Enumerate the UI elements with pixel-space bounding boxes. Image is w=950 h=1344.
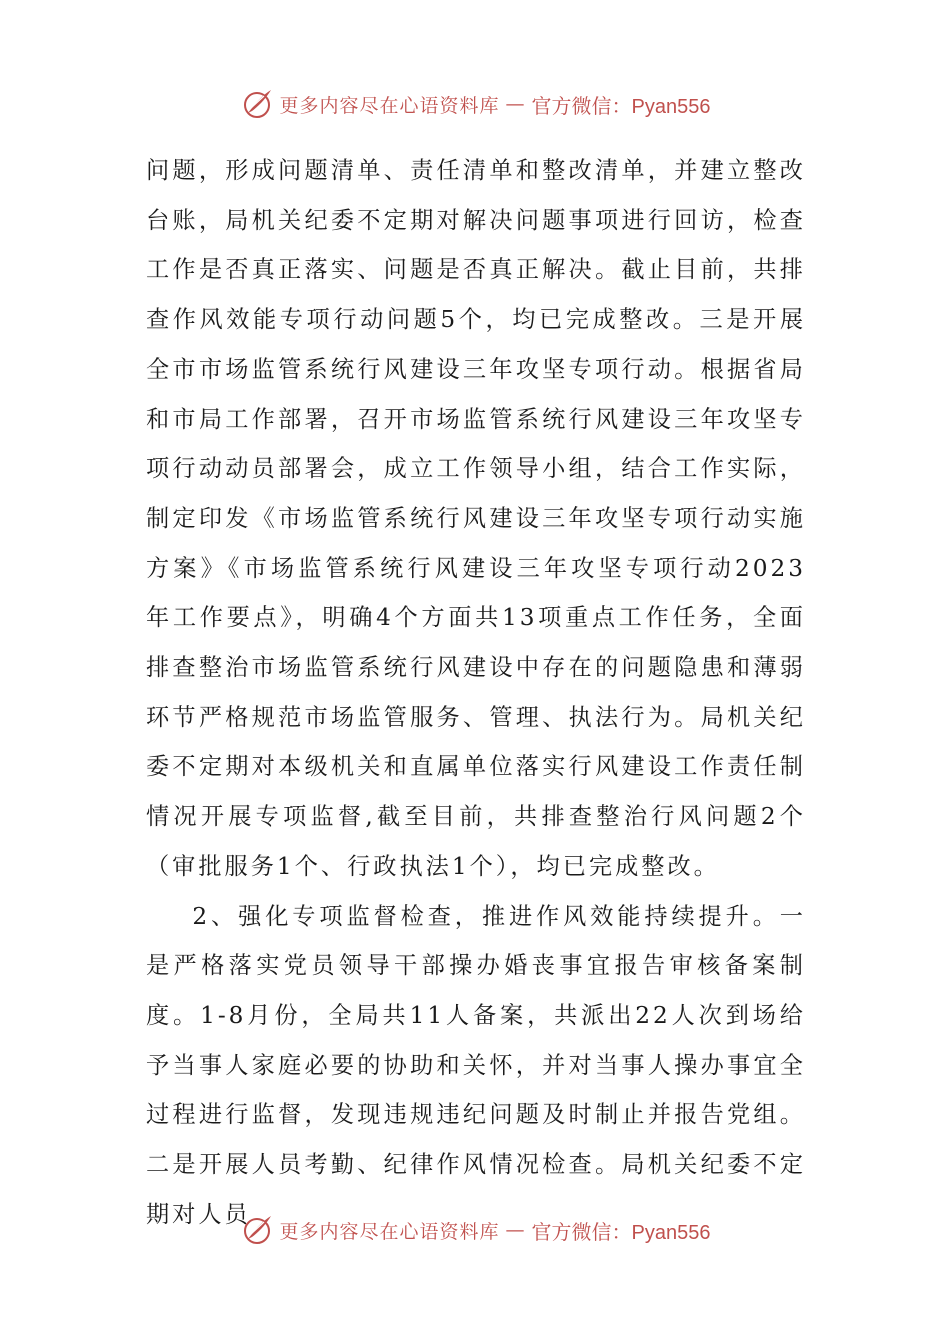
footer-watermark-banner bbox=[0, 1210, 950, 1250]
banner-wechat-text: 官方微信：Pyan556 bbox=[531, 95, 711, 118]
paragraph-2: 2、强化专项监督检查，推进作风效能持续提升。一是严格落实党员领导干部操办婚丧事宜报告审核备案制度。1-8月份，全局共11人备案，共派出22人次到场给予当事人家庭必要的协助和关怀，并对当事人操办事宜全过程进行监督，发现违规违纪问题及时制止并报告党组。二是开展人员考勤、纪律作风情况检查。局机关纪委不定期对人员 bbox=[146, 902, 806, 1228]
banner-separator: — bbox=[505, 93, 526, 115]
header-watermark-banner bbox=[0, 84, 950, 124]
banner-site-text: 更多内容尽在心语资料库 bbox=[279, 94, 500, 117]
quill-logo-icon bbox=[240, 1213, 274, 1247]
banner-site-text: 更多内容尽在心语资料库 bbox=[279, 1220, 500, 1243]
banner-separator: — bbox=[505, 1219, 526, 1241]
paragraph-1: 问题，形成问题清单、责任清单和整改清单，并建立整改台账，局机关纪委不定期对解决问题事项进行回访，检查工作是否真正落实、问题是否真正解决。截止目前，共排查作风效能专项行动问题5个，均已完成整改。三是开展全市市场监管系统行风建设三年攻坚专项行动。根据省局和市局工作部署，召开市场监管系统行风建设三年攻坚专项行动动员部署会，成立工作领导小组，结合工作实际，制定印发《市场监管系统行风建设三年攻坚专项行动实施方案》《市场监管系统行风建设三年攻坚专项行动2023年工作要点》，明确4个方面共13项重点工作任务，全面排查整治市场监管系统行风建设中存在的问题隐患和薄弱环节严格规范市场监管服务、管理、执法行为。局机关纪委不定期对本级机关和直属单位落实行风建设工作责任制情况开展专项监督,截至目前，共排查整治行风问题2个（审批服务1个、行政执法1个），均已完成整改。 bbox=[146, 157, 806, 880]
quill-logo-icon bbox=[240, 87, 274, 121]
document-body bbox=[146, 146, 806, 1239]
banner-wechat-text: 官方微信：Pyan556 bbox=[531, 1221, 711, 1244]
